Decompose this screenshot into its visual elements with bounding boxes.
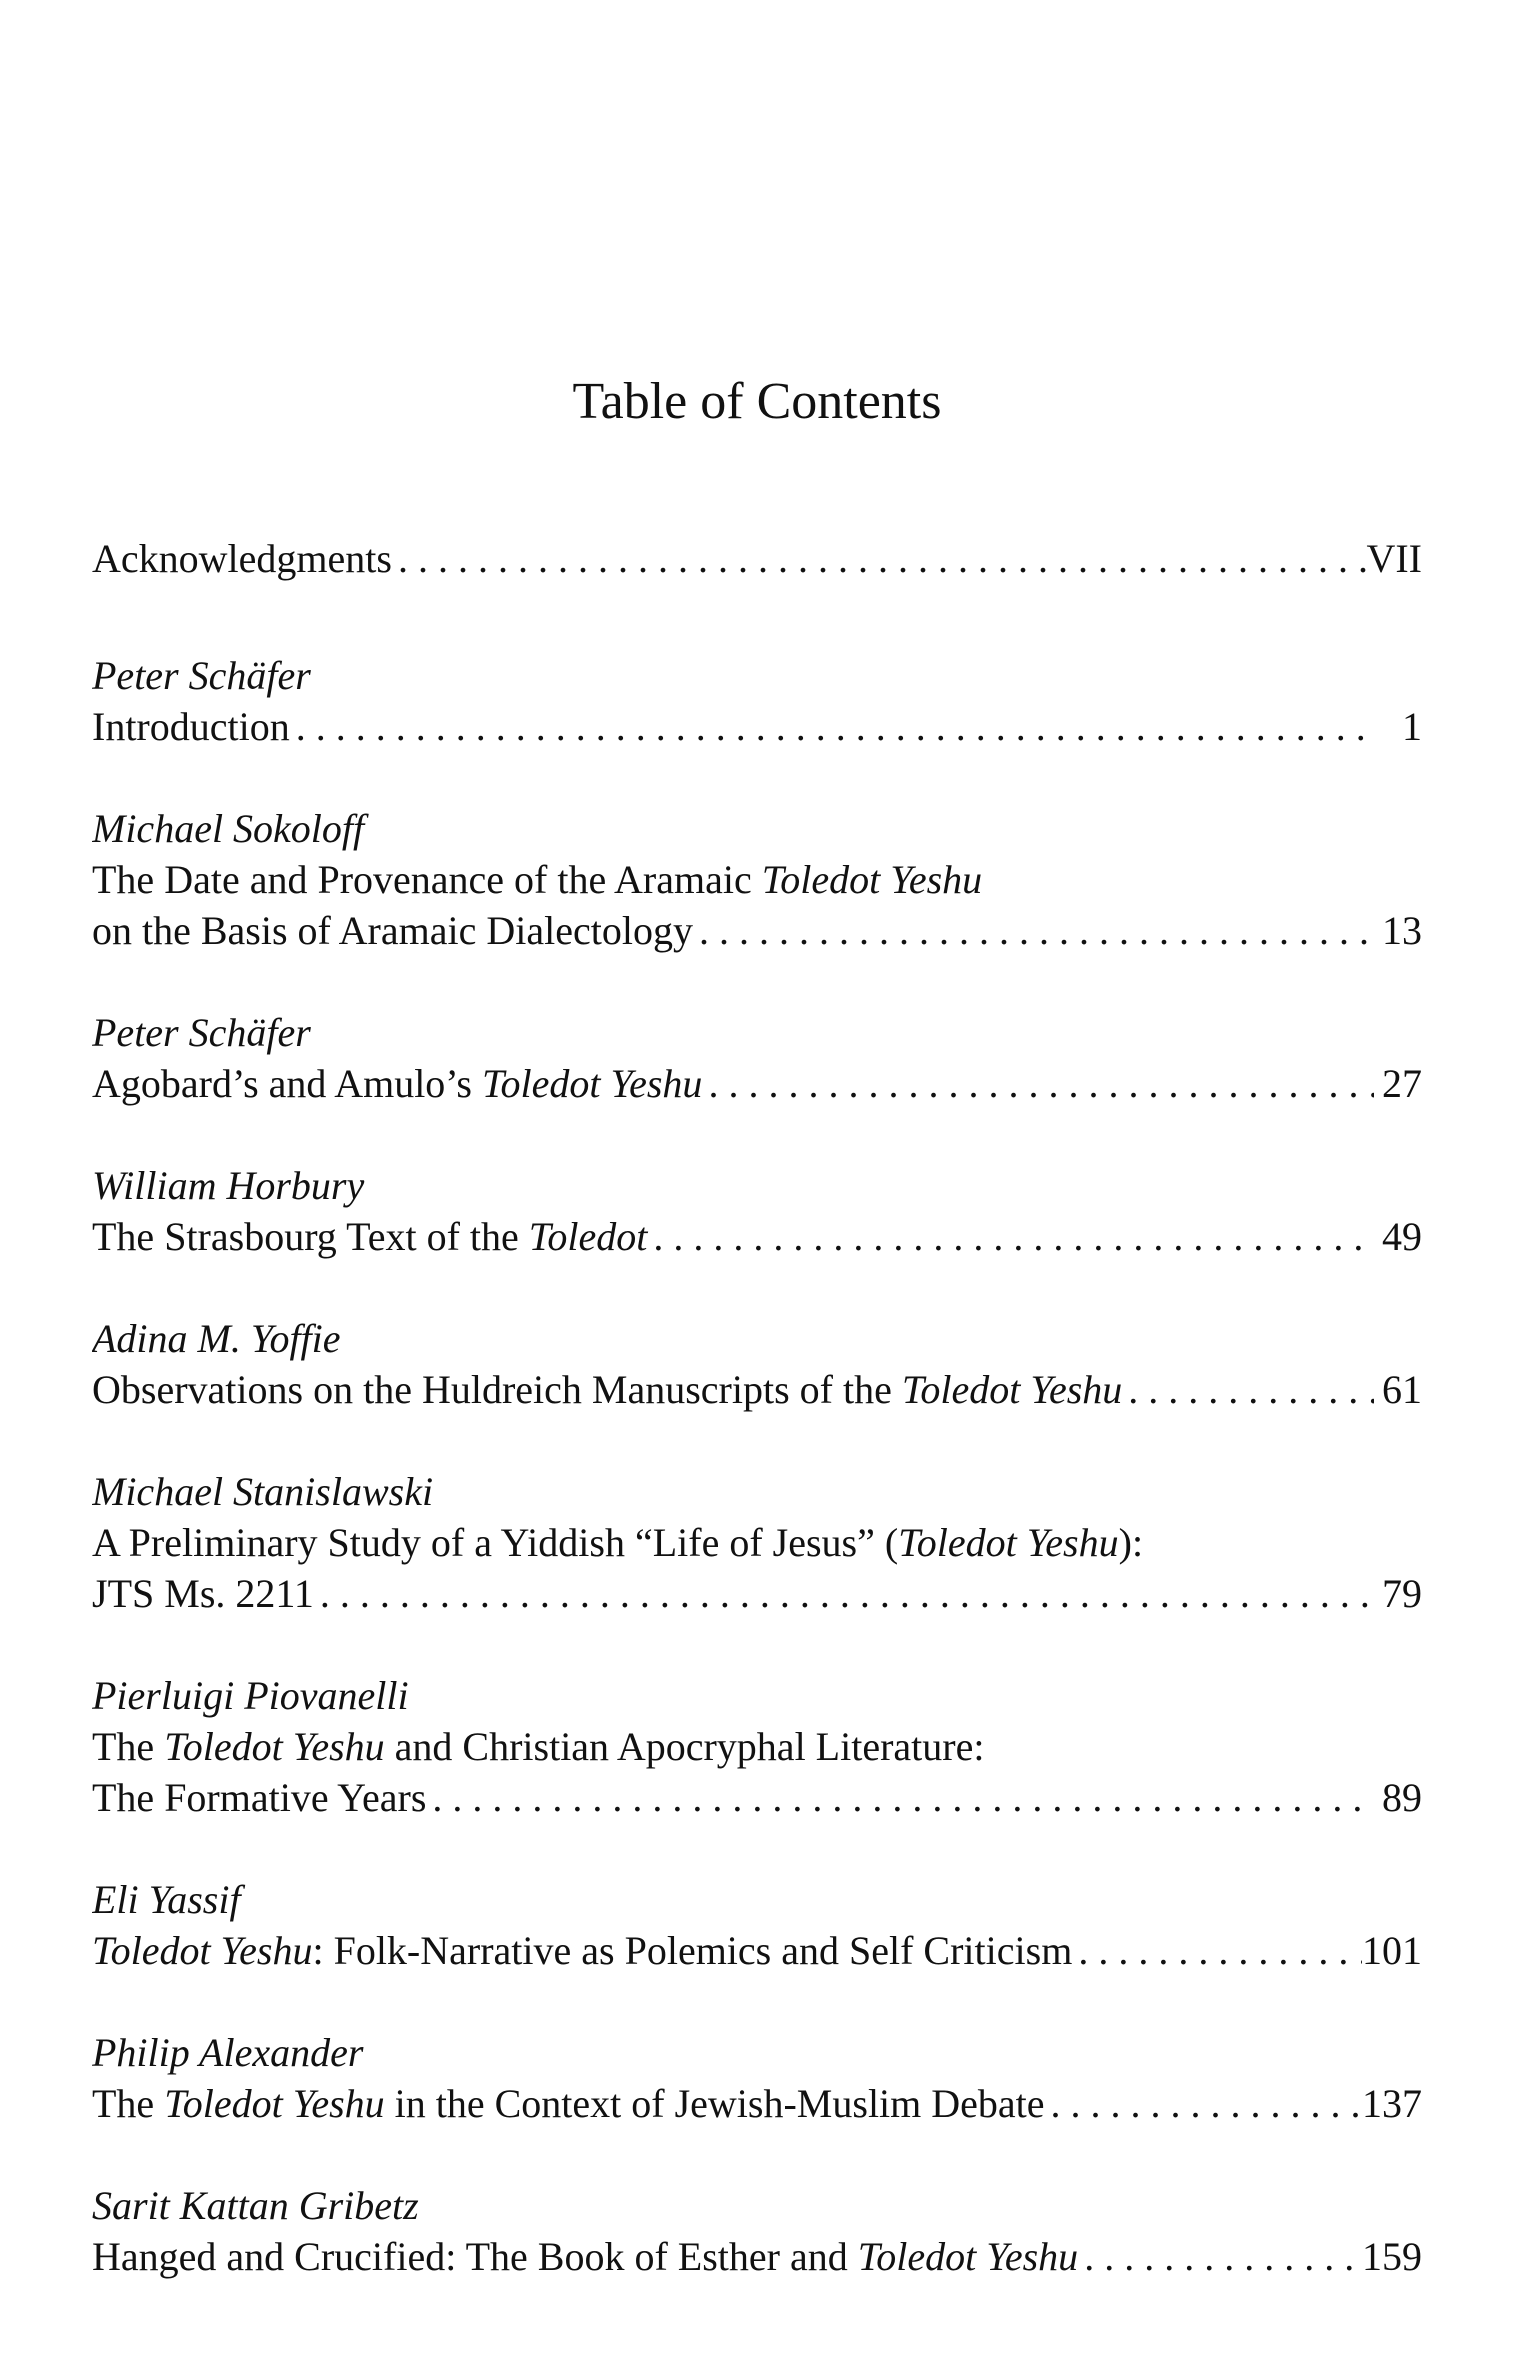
dot-leader [290, 701, 1374, 752]
entry-author: Pierluigi Piovanelli [92, 1673, 409, 1718]
page-number: 61 [1382, 1367, 1422, 1412]
entry-title-segment: The [92, 1724, 165, 1769]
page-number: 101 [1362, 1928, 1422, 1973]
entry-title [92, 1925, 1072, 1976]
dot-leader [1045, 2078, 1362, 2129]
entry-author: Sarit Kattan Gribetz [92, 2183, 419, 2228]
entry-title-segment: Toledot [528, 1214, 648, 1259]
entry-title-line [92, 2231, 1422, 2282]
page-number: 137 [1362, 2081, 1422, 2126]
entry-title-segment: Toledot Yeshu [164, 2081, 385, 2126]
entry-title [92, 2231, 1078, 2282]
entry-title-segment: : Folk-Narrative as Polemics and Self Criticism [312, 1928, 1073, 1973]
document-page [92, 0, 1422, 2355]
dot-leader [647, 1211, 1374, 1262]
entry-author: Philip Alexander [92, 2030, 364, 2075]
toc-entry[interactable] [92, 533, 1422, 584]
entry-title-segment: Toledot Yeshu [92, 1928, 313, 1973]
entry-title-segment: Toledot Yeshu [901, 1367, 1123, 1412]
entry-title-segment: and Christian Apocryphal Literature: [384, 1724, 985, 1769]
entry-title-segment: The Strasbourg Text of the [92, 1214, 529, 1259]
entry-title-segment: Acknowledgments [92, 536, 392, 581]
entry-title-segment: JTS Ms. 2211 [92, 1571, 314, 1616]
entry-title-segment: Observations on the Huldreich Manuscripts of the [92, 1367, 902, 1412]
entry-title-line [92, 533, 1422, 584]
page-number: 49 [1382, 1214, 1422, 1259]
entry-title-line [92, 1772, 1422, 1823]
toc-entry[interactable] [92, 1670, 1422, 1823]
page-number: 13 [1382, 908, 1422, 953]
entry-title [92, 1772, 426, 1823]
dot-leader [1078, 2231, 1362, 2282]
toc-entry[interactable] [92, 2027, 1422, 2129]
entry-title-segment: The Formative Years [92, 1775, 427, 1820]
entry-author: Michael Sokoloff [92, 806, 365, 851]
entry-title-line [92, 1211, 1422, 1262]
toc-entry[interactable] [92, 2180, 1422, 2282]
dot-leader [392, 533, 1367, 584]
entry-title [92, 1058, 702, 1109]
entry-title [92, 1211, 647, 1262]
entry-title [92, 2078, 1045, 2129]
page-number: 159 [1362, 2234, 1422, 2279]
entry-title-line [92, 1058, 1422, 1109]
toc-entry[interactable] [92, 1313, 1422, 1415]
entry-title-line [92, 854, 1422, 905]
dot-leader [1122, 1364, 1374, 1415]
entry-title-segment: Introduction [92, 704, 290, 749]
dot-leader [314, 1568, 1374, 1619]
page-number: 27 [1382, 1061, 1422, 1106]
dot-leader [1072, 1925, 1362, 1976]
page-number: 79 [1382, 1571, 1422, 1616]
page-title: Table of Contents [572, 373, 942, 430]
entry-title-segment: Toledot Yeshu [857, 2234, 1079, 2279]
entry-title [92, 1364, 1122, 1415]
entry-author: Eli Yassif [92, 1877, 241, 1922]
entry-title-segment: Toledot Yeshu [481, 1061, 703, 1106]
page-number: VII [1366, 536, 1422, 581]
entry-title-line [92, 905, 1422, 956]
dot-leader [702, 1058, 1374, 1109]
toc-entry[interactable] [92, 1160, 1422, 1262]
toc-entry[interactable] [92, 803, 1422, 956]
dot-leader [693, 905, 1374, 956]
entry-title-segment: ): [1118, 1520, 1144, 1565]
entry-title-segment: A Preliminary Study of a Yiddish “Life of Jesus” ( [92, 1520, 899, 1565]
entry-title-segment: Hanged and Crucified: The Book of Esther and [92, 2234, 858, 2279]
entry-title-line [92, 1925, 1422, 1976]
entry-author: Peter Schäfer [92, 1010, 311, 1055]
entry-title-segment: Toledot Yeshu [761, 857, 983, 902]
table-of-contents [92, 533, 1422, 2333]
entry-title [92, 905, 693, 956]
entry-title-line [92, 701, 1422, 752]
toc-entry[interactable] [92, 650, 1422, 752]
entry-title-line [92, 2078, 1422, 2129]
entry-author: Peter Schäfer [92, 653, 311, 698]
entry-title-segment: on the Basis of Aramaic Dialectology [92, 908, 693, 953]
entry-title [92, 701, 290, 752]
page-number: 89 [1382, 1775, 1422, 1820]
entry-title-segment: The [92, 2081, 165, 2126]
entry-title-segment: Toledot Yeshu [164, 1724, 385, 1769]
entry-title-segment: in the Context of Jewish-Muslim Debate [384, 2081, 1045, 2126]
entry-author: Michael Stanislawski [92, 1469, 434, 1514]
toc-entry[interactable] [92, 1466, 1422, 1619]
entry-title-line [92, 1364, 1422, 1415]
entry-title [92, 533, 392, 584]
dot-leader [426, 1772, 1374, 1823]
entry-title-line [92, 1517, 1422, 1568]
entry-title-line [92, 1721, 1422, 1772]
entry-author: Adina M. Yoffie [92, 1316, 341, 1361]
toc-entry[interactable] [92, 1007, 1422, 1109]
page-number: 1 [1402, 704, 1422, 749]
entry-title [92, 1568, 314, 1619]
entry-title-line [92, 1568, 1422, 1619]
entry-author: William Horbury [92, 1163, 365, 1208]
entry-title-segment: The Date and Provenance of the Aramaic [92, 857, 762, 902]
toc-entry[interactable] [92, 1874, 1422, 1976]
entry-title-segment: Toledot Yeshu [898, 1520, 1119, 1565]
entry-title-segment: Agobard’s and Amulo’s [92, 1061, 482, 1106]
